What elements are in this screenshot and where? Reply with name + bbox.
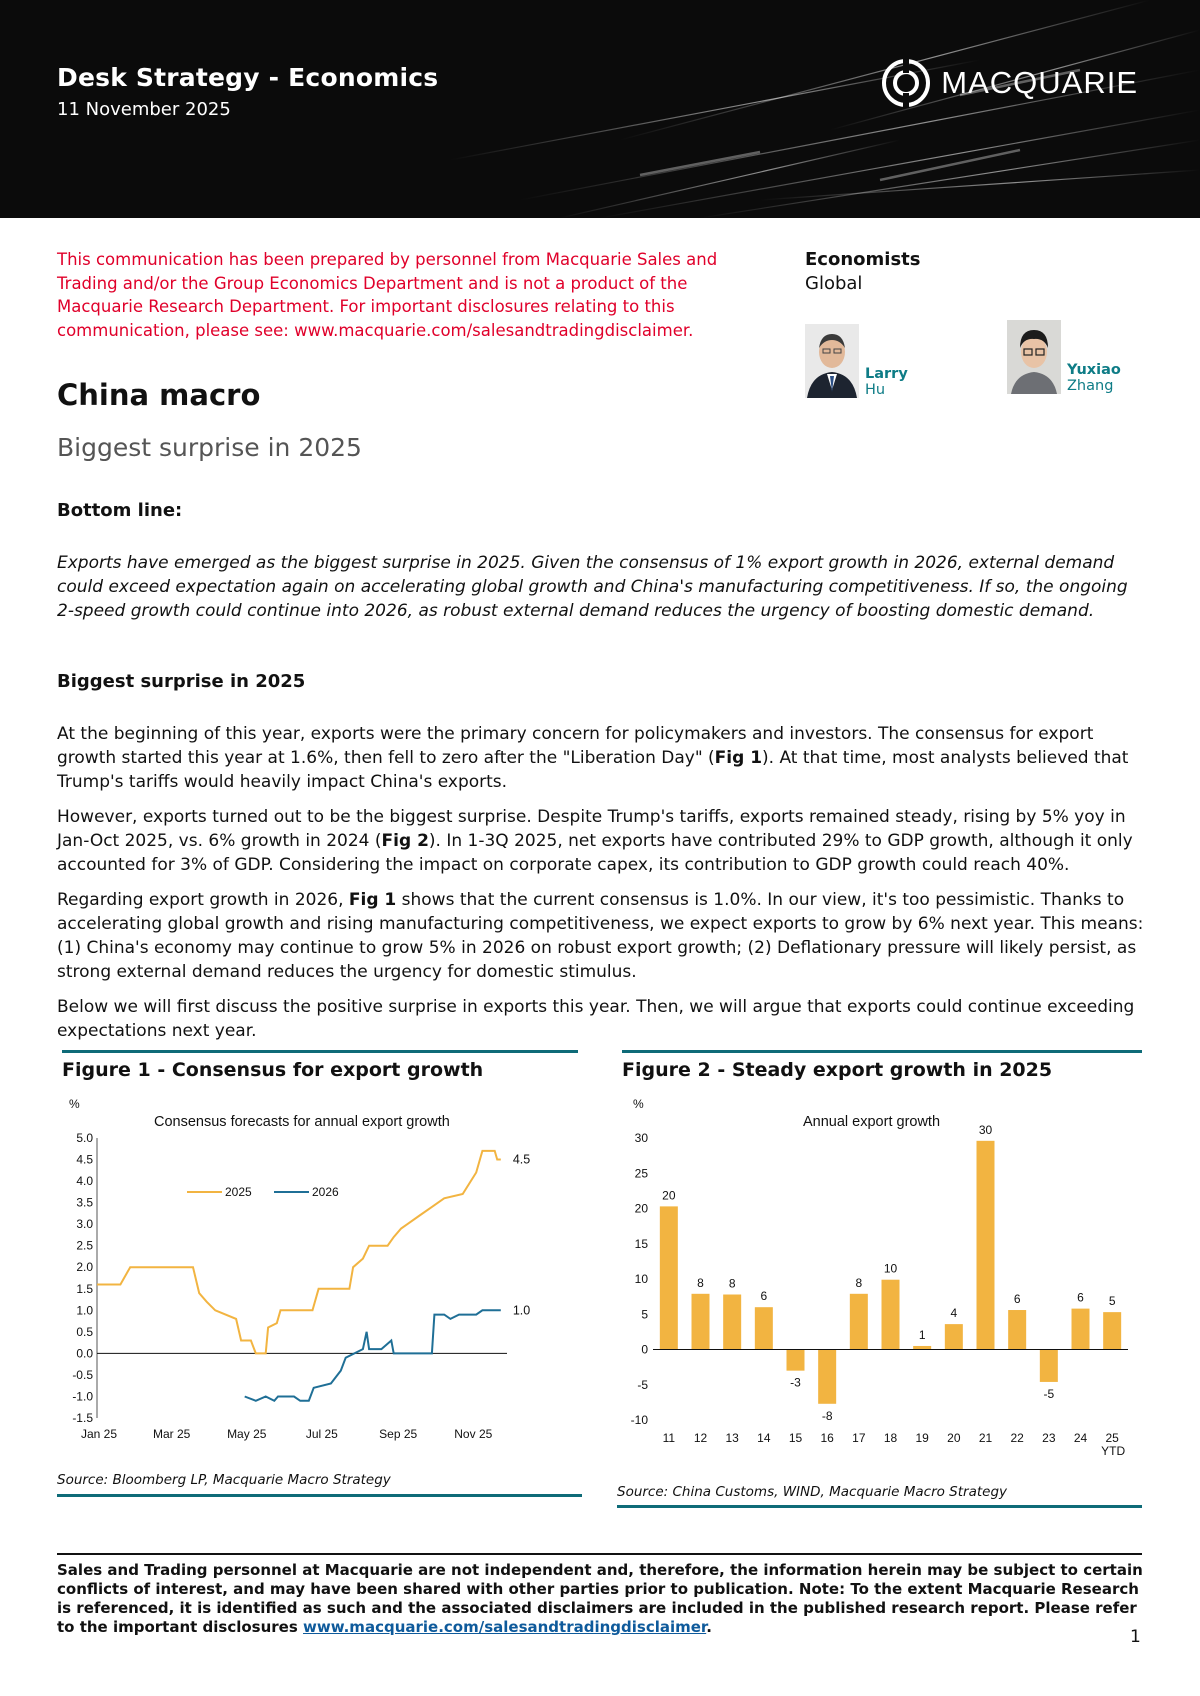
text-run: At the beginning of this year, exports were the primary concern for policymakers and investors. The consensus for export growth started this year at 1.6%, then fell to zero after the "Liberation Day" (: [57, 724, 1094, 768]
header-banner: [0, 0, 1200, 218]
macquarie-logo-icon: [881, 58, 931, 108]
x-tick-label: 18: [883, 1431, 898, 1445]
y-tick-label: 25: [634, 1166, 648, 1181]
bar: [977, 1141, 995, 1350]
y-tick-label: 1.5: [76, 1281, 93, 1296]
x-tick-label: May 25: [227, 1427, 267, 1441]
figure-reference: Fig 2: [381, 831, 429, 851]
economist-first-name: Yuxiao: [1067, 362, 1121, 378]
y-axis-unit: %: [69, 1097, 80, 1111]
y-tick-label: 0.0: [76, 1346, 93, 1361]
disclaimer-link[interactable]: www.macquarie.com/salesandtradingdisclaimer: [303, 1618, 707, 1636]
x-tick-label: 25: [1105, 1431, 1119, 1445]
data-label: 8: [697, 1275, 704, 1290]
y-tick-label: 15: [634, 1236, 648, 1251]
disclaimer-notice: This communication has been prepared by personnel from Macquarie Sales and Trading and/or the Group Economics Department and is not a product of the Macquarie Research Department. For important disclosures relating to this communication, please see: www.macquarie.com/salesandtradingdisclaimer.: [57, 250, 718, 340]
bar: [723, 1295, 741, 1350]
data-label: 20: [662, 1188, 676, 1203]
y-tick-label: -5: [637, 1377, 648, 1392]
x-tick-label: 21: [978, 1431, 993, 1445]
y-tick-label: 30: [634, 1131, 648, 1145]
economist-photo: [805, 324, 859, 398]
report-subtitle: Biggest surprise in 2025: [57, 433, 362, 462]
body-paragraph-4: Below we will first discuss the positive surprise in exports this year. Then, we will argue that exports could continue exceeding expectations next year.: [57, 997, 1135, 1041]
figure1-line-chart: [57, 1090, 582, 1465]
page-number: 1: [1130, 1627, 1141, 1647]
bar: [755, 1307, 773, 1349]
y-tick-label: -1.5: [72, 1411, 93, 1425]
data-label: -8: [821, 1408, 833, 1423]
figure1-bottom-rule: [57, 1494, 582, 1497]
figure2-top-rule: [622, 1050, 1142, 1053]
economists-region: Global: [805, 273, 863, 294]
y-tick-label: -0.5: [72, 1367, 93, 1382]
x-tick-label: 19: [915, 1431, 929, 1445]
figure2-source: Source: China Customs, WIND, Macquarie Macro Strategy: [617, 1484, 1008, 1500]
y-tick-label: -1.0: [72, 1389, 93, 1404]
text-run: ). In 1-3Q 2025, net exports have contributed 29% to GDP growth, although it only accounted for 3% of GDP. Considering the impact on corporate capex, its contribution to GDP growth could reach 40%.: [57, 831, 1133, 875]
x-tick-label: Nov 25: [454, 1427, 493, 1441]
economist-name: [865, 366, 908, 398]
x-category-note: YTD: [1101, 1444, 1126, 1458]
y-tick-label: 4.5: [76, 1152, 93, 1167]
report-title: China macro: [57, 378, 261, 412]
y-axis-unit: %: [633, 1097, 644, 1111]
y-tick-label: 2.5: [76, 1238, 93, 1253]
x-tick-label: 14: [757, 1431, 771, 1445]
x-tick-label: 11: [662, 1431, 676, 1445]
chart-title: Annual export growth: [803, 1114, 941, 1130]
bottom-line-text: Exports have emerged as the biggest surprise in 2025. Given the consensus of 1% export growth in 2026, external demand could exceed expectation again on accelerating global growth and China's manufacturing competitiveness. If so, the ongoing 2-speed growth could continue into 2026, as robust external demand reduces the urgency of boosting domestic demand.: [57, 553, 1128, 621]
y-tick-label: 4.0: [76, 1174, 93, 1189]
data-label: 5: [1108, 1294, 1116, 1309]
macquarie-logo: [881, 58, 1138, 108]
series-line-2025: [97, 1151, 501, 1354]
bar: [692, 1294, 710, 1350]
x-tick-label: Jul 25: [305, 1427, 338, 1441]
economist-name: [1067, 362, 1121, 394]
x-tick-label: 22: [1010, 1431, 1024, 1445]
desk-title: Desk Strategy - Economics: [57, 63, 439, 92]
economist-last-name: Hu: [865, 382, 886, 398]
y-tick-label: 1.0: [76, 1303, 93, 1318]
y-tick-label: 20: [634, 1201, 648, 1216]
bar: [945, 1324, 963, 1349]
bar: [1072, 1309, 1090, 1350]
figure1-top-rule: [62, 1050, 578, 1053]
figure2-bar-chart: [620, 1090, 1145, 1465]
x-tick-label: Sep 25: [379, 1427, 418, 1441]
data-label: 4: [950, 1306, 958, 1321]
chart-title: Consensus forecasts for annual export growth: [154, 1114, 450, 1130]
economist-last-name: Zhang: [1067, 378, 1114, 394]
bar: [818, 1350, 836, 1404]
x-tick-label: 15: [788, 1431, 803, 1445]
x-tick-label: 23: [1042, 1431, 1056, 1445]
x-tick-label: 12: [693, 1431, 708, 1445]
footer-disclaimer: [57, 1561, 1147, 1637]
economist-first-name: Larry: [865, 366, 908, 382]
figure1-title: Figure 1 - Consensus for export growth: [62, 1059, 484, 1081]
legend-label: 2025: [225, 1185, 252, 1199]
bar: [1040, 1350, 1058, 1382]
bottom-line-heading: Bottom line:: [57, 500, 183, 521]
figure2-title: Figure 2 - Steady export growth in 2025: [622, 1059, 1053, 1081]
body-paragraph-1: [57, 722, 1152, 794]
end-label: 4.5: [512, 1152, 531, 1167]
legend-label: 2026: [312, 1185, 339, 1199]
y-tick-label: 5: [641, 1307, 648, 1322]
text-run: shows that the current consensus is 1.0%. In our view, it's too pessimistic. Thanks to accelerating global growth and rising manufacturing competitiveness, we expect exports to grow by 6% next year. This means: (1) China's economy may continue to grow 5% in 2026 on robust export growth; (2) Deflationary pressure will likely persist, as strong external demand reduces the urgency for domestic stimulus.: [57, 890, 1144, 982]
logo-wordmark: MACQUARIE: [941, 65, 1138, 100]
series-line-2026: [245, 1310, 501, 1401]
figure2-bottom-rule: [617, 1505, 1142, 1508]
x-tick-label: 16: [820, 1431, 834, 1445]
end-label: 1.0: [512, 1303, 531, 1318]
data-label: 30: [978, 1122, 993, 1137]
x-tick-label: 13: [725, 1431, 739, 1445]
data-label: 6: [1013, 1292, 1021, 1307]
data-label: -3: [790, 1375, 801, 1390]
report-date: 11 November 2025: [57, 99, 231, 120]
x-tick-label: 24: [1073, 1431, 1088, 1445]
y-tick-label: 5.0: [76, 1131, 93, 1145]
figure-reference: Fig 1: [348, 890, 397, 910]
text-run: However, exports turned out to be the biggest surprise. Despite Trump's tariffs, exports remained steady, rising by 5% yoy in Jan-Oct 2025, vs. 6% growth in 2024 (: [57, 807, 1126, 851]
x-tick-label: 17: [852, 1431, 866, 1445]
y-tick-label: 3.5: [76, 1195, 93, 1210]
y-tick-label: 0: [641, 1342, 648, 1357]
x-tick-label: Mar 25: [152, 1427, 191, 1441]
bar: [787, 1350, 805, 1371]
data-label: -5: [1043, 1386, 1055, 1401]
economist-larry-hu: [805, 324, 908, 398]
body-paragraph-2: [57, 805, 1152, 877]
figure-reference: Fig 1: [714, 748, 763, 768]
data-label: 8: [728, 1276, 736, 1291]
footer-text-run: Sales and Trading personnel at Macquarie are not independent and, therefore, the information herein may be subject to certain conflicts of interest, and may have been shared with other parties prior to publication. Note: To the extent Macquarie Research is referenced, it is identified as such and the associated disclaimers are included in the published research report. Please refer to the important disclosures: [57, 1561, 1143, 1636]
bar: [660, 1206, 678, 1349]
y-tick-label: 3.0: [76, 1217, 93, 1232]
data-label: 6: [760, 1289, 768, 1304]
text-run: ). At that time, most analysts believed that Trump's tariffs would heavily impact China's exports.: [57, 748, 1129, 792]
footer-rule: [57, 1553, 1142, 1555]
data-label: 8: [855, 1275, 863, 1290]
section-heading: Biggest surprise in 2025: [57, 671, 306, 692]
x-tick-label: Jan 25: [80, 1427, 118, 1441]
y-tick-label: 0.5: [76, 1324, 93, 1339]
bar: [1103, 1312, 1121, 1349]
y-tick-label: -10: [630, 1413, 648, 1427]
bar: [1008, 1310, 1026, 1349]
footer-text-run: .: [706, 1618, 712, 1636]
x-tick-label: 20: [947, 1431, 961, 1445]
data-label: 1: [918, 1327, 926, 1342]
bar: [913, 1346, 931, 1350]
body-paragraph-3: [57, 888, 1152, 984]
economist-yuxiao-zhang: [1007, 320, 1121, 394]
data-label: 10: [883, 1261, 898, 1276]
economist-photo: [1007, 320, 1061, 394]
economists-heading: Economists: [805, 249, 921, 270]
y-tick-label: 2.0: [76, 1260, 93, 1275]
bar: [882, 1280, 900, 1350]
data-label: 6: [1077, 1290, 1084, 1305]
figure1-source: Source: Bloomberg LP, Macquarie Macro Strategy: [57, 1472, 391, 1488]
bar: [850, 1294, 868, 1350]
text-run: Regarding export growth in 2026,: [57, 890, 349, 910]
y-tick-label: 10: [634, 1272, 648, 1286]
